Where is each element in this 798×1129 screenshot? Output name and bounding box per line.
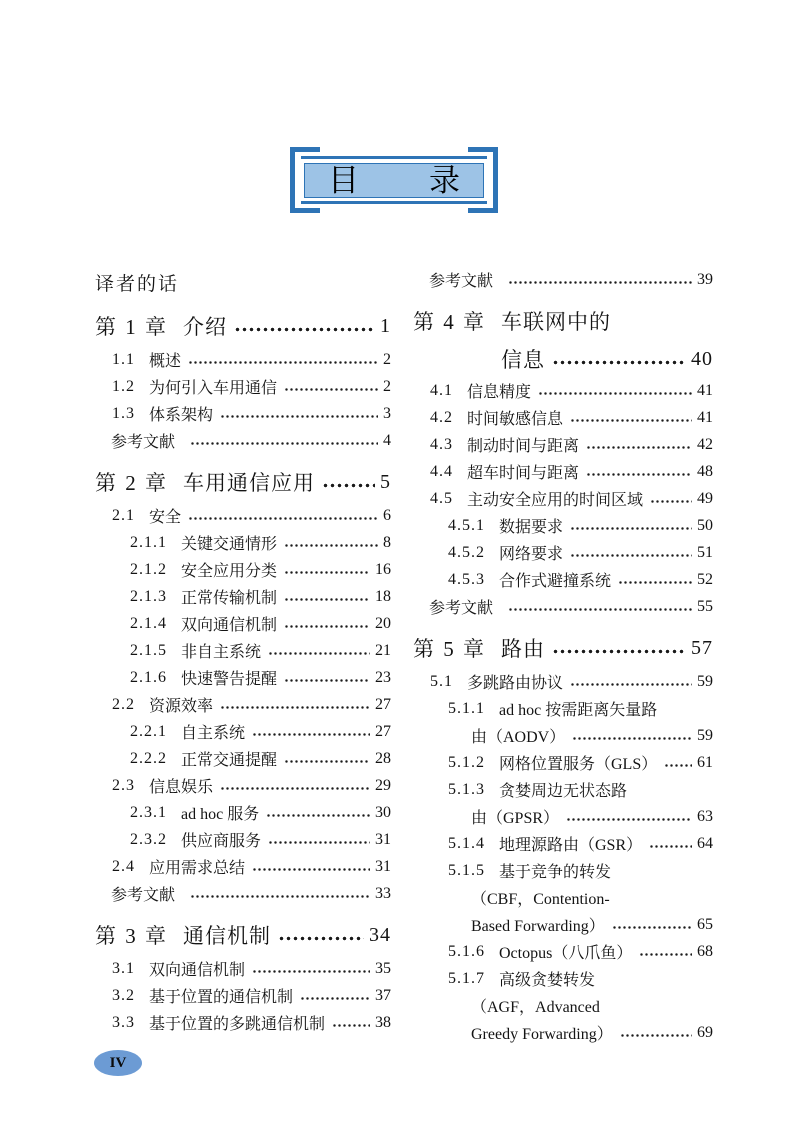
page-number-badge: IV xyxy=(94,1050,142,1076)
dot-leader xyxy=(552,637,686,660)
toc-title-block xyxy=(290,147,498,213)
entry-title: 参考文献 xyxy=(429,273,494,290)
entry-title: 为何引入车用通信 xyxy=(149,380,278,397)
page-number: 42 xyxy=(697,435,713,453)
dot-leader xyxy=(190,432,378,450)
page-number: 5 xyxy=(380,470,391,493)
entry-title: 时间敏感信息 xyxy=(467,411,564,428)
page-number: 65 xyxy=(697,915,713,933)
toc-entry-row xyxy=(95,373,391,400)
entry-number: 4.4 xyxy=(430,462,453,480)
dot-leader xyxy=(570,544,692,562)
entry-title: 参考文献 xyxy=(111,887,176,904)
entry-number: 第 3 章 xyxy=(95,924,168,948)
toc-entry-row xyxy=(95,1009,391,1036)
dot-leader xyxy=(188,507,378,525)
entry-number: 3.3 xyxy=(112,1013,135,1031)
entry-number: 5.1.1 xyxy=(448,699,485,717)
entry-number: 第 2 章 xyxy=(95,471,168,495)
entry-title: 安全 xyxy=(149,509,182,526)
entry-title: Octopus（八爪鱼） xyxy=(499,945,633,962)
entry-number: 2.1.1 xyxy=(130,533,167,551)
toc-entry-row xyxy=(95,502,391,529)
toc-entry-row xyxy=(413,776,713,803)
entry-number: 第 5 章 xyxy=(413,637,486,661)
entry-number: 2.3.2 xyxy=(130,830,167,848)
toc-entry-row xyxy=(95,718,391,745)
page-number: 59 xyxy=(697,726,713,744)
entry-title: 合作式避撞系统 xyxy=(499,573,612,590)
dot-leader xyxy=(284,378,378,396)
page-number: 69 xyxy=(697,1023,713,1041)
entry-title: 基于位置的多跳通信机制 xyxy=(149,1016,326,1033)
entry-number: 2.3.1 xyxy=(130,803,167,821)
toc-entry-row xyxy=(413,749,713,776)
entry-title: 资源效率 xyxy=(149,698,214,715)
toc-ref-row xyxy=(95,880,391,907)
toc-entry-row xyxy=(413,668,713,695)
page-number: 41 xyxy=(697,381,713,399)
entry-number: 4.5.2 xyxy=(448,543,485,561)
toc-chapter-row xyxy=(413,628,713,668)
page-number: 59 xyxy=(697,672,713,690)
entry-number: 1.1 xyxy=(112,350,135,368)
toc-entry-row xyxy=(413,377,713,404)
page-number: 18 xyxy=(375,587,391,605)
entry-title: 信息娱乐 xyxy=(149,779,214,796)
page-number: 37 xyxy=(375,986,391,1004)
toc-entry-continuation xyxy=(413,884,713,911)
entry-number: 4.1 xyxy=(430,381,453,399)
entry-number: 4.3 xyxy=(430,435,453,453)
entry-number: 5.1.5 xyxy=(448,861,485,879)
dot-leader xyxy=(284,561,370,579)
entry-title: 地理源路由（GSR） xyxy=(499,837,643,854)
entry-title: 信息 xyxy=(501,348,545,372)
toc-entry-row xyxy=(413,431,713,458)
page-number: 21 xyxy=(375,641,391,659)
toc-entry-row xyxy=(95,799,391,826)
entry-title: 数据要求 xyxy=(499,519,564,536)
dot-leader xyxy=(620,1024,692,1042)
dot-leader xyxy=(618,571,692,589)
entry-title: 车联网中的 xyxy=(501,310,611,334)
toc-entry-row xyxy=(95,346,391,373)
dot-leader xyxy=(252,960,370,978)
entry-title: 供应商服务 xyxy=(181,833,262,850)
entry-number: 5.1.2 xyxy=(448,753,485,771)
dot-leader xyxy=(538,382,692,400)
toc-ref-row xyxy=(95,427,391,454)
entry-number: 3.1 xyxy=(112,959,135,977)
dot-leader xyxy=(664,754,692,772)
entry-title: 译者的话 xyxy=(95,273,180,295)
toc-entry-row xyxy=(413,830,713,857)
page-number: 50 xyxy=(697,516,713,534)
entry-title: 信息精度 xyxy=(467,384,532,401)
dot-leader xyxy=(570,517,692,535)
dot-leader xyxy=(268,831,370,849)
toc-chapter-row xyxy=(413,301,713,341)
page-number: 2 xyxy=(383,377,391,395)
toc-entry-row xyxy=(413,485,713,512)
dot-leader xyxy=(572,727,692,745)
page-title-char: 录 xyxy=(429,163,460,198)
page-number: 6 xyxy=(383,506,391,524)
dot-leader xyxy=(220,405,378,423)
page-number: 28 xyxy=(375,749,391,767)
dot-leader xyxy=(322,471,375,494)
page-number: 8 xyxy=(383,533,391,551)
entry-title: 主动安全应用的时间区域 xyxy=(467,492,644,509)
entry-number: 2.2 xyxy=(112,695,135,713)
page-number: 38 xyxy=(375,1013,391,1031)
entry-number: 2.1.2 xyxy=(130,560,167,578)
entry-number: 第 4 章 xyxy=(413,310,486,334)
toc-ref-row xyxy=(413,266,713,293)
dot-leader xyxy=(639,943,692,961)
page-number: 39 xyxy=(697,270,713,288)
dot-leader xyxy=(570,409,692,427)
entry-number: 2.1.5 xyxy=(130,641,167,659)
toc-entry-row xyxy=(413,965,713,992)
page-number: 23 xyxy=(375,668,391,686)
entry-title: 车用通信应用 xyxy=(183,471,315,495)
entry-title: Based Forwarding） xyxy=(471,918,605,935)
page-number: 2 xyxy=(383,350,391,368)
toc-entry-row xyxy=(413,857,713,884)
page-number: 20 xyxy=(375,614,391,632)
entry-number: 5.1.7 xyxy=(448,969,485,987)
page-number: 34 xyxy=(369,923,391,946)
entry-title: 体系架构 xyxy=(149,407,214,424)
toc-entry-row xyxy=(413,938,713,965)
entry-title: 参考文献 xyxy=(111,434,176,451)
dot-leader xyxy=(190,885,370,903)
dot-leader xyxy=(300,987,370,1005)
title-rule-top xyxy=(301,156,487,159)
toc-entry-row xyxy=(95,664,391,691)
dot-leader xyxy=(220,777,370,795)
entry-title: 参考文献 xyxy=(429,600,494,617)
page-number: 31 xyxy=(375,830,391,848)
entry-title: 高级贪婪转发 xyxy=(499,972,596,989)
page-number: 1 xyxy=(380,314,391,337)
entry-title: 双向通信机制 xyxy=(149,962,246,979)
entry-title: 路由 xyxy=(501,637,545,661)
toc-chapter-row xyxy=(95,915,391,955)
toc-entry-row xyxy=(413,404,713,431)
toc-entry-row xyxy=(95,982,391,1009)
toc-entry-row xyxy=(413,512,713,539)
entry-number: 2.1.4 xyxy=(130,614,167,632)
toc-chapter-row xyxy=(95,306,391,346)
dot-leader xyxy=(266,804,370,822)
entry-title: 应用需求总结 xyxy=(149,860,246,877)
toc-entry-continuation xyxy=(413,911,713,938)
toc-entry-continuation xyxy=(413,722,713,749)
toc-entry-continuation xyxy=(413,1019,713,1046)
toc-entry-row xyxy=(413,695,713,722)
toc-ref-row xyxy=(413,593,713,620)
page-number: 49 xyxy=(697,489,713,507)
entry-title: 由（AODV） xyxy=(471,729,566,746)
page-number: 31 xyxy=(375,857,391,875)
entry-number: 4.5 xyxy=(430,489,453,507)
page-number: 55 xyxy=(697,597,713,615)
toc-entry-row xyxy=(95,610,391,637)
toc-entry-row xyxy=(95,583,391,610)
dot-leader xyxy=(252,723,370,741)
dot-leader xyxy=(220,696,370,714)
entry-number: 3.2 xyxy=(112,986,135,1004)
entry-title: Greedy Forwarding） xyxy=(471,1026,613,1043)
entry-title: 网络要求 xyxy=(499,546,564,563)
entry-number: 5.1.3 xyxy=(448,780,485,798)
entry-number: 5.1.6 xyxy=(448,942,485,960)
entry-number: 2.3 xyxy=(112,776,135,794)
title-rule-bottom xyxy=(301,201,487,204)
dot-leader xyxy=(552,348,686,371)
entry-number: 第 1 章 xyxy=(95,315,168,339)
entry-title: （AGF，Advanced xyxy=(471,999,600,1016)
entry-number: 2.1.6 xyxy=(130,668,167,686)
entry-number: 5.1.4 xyxy=(448,834,485,852)
page-number: 64 xyxy=(697,834,713,852)
page-number: 48 xyxy=(697,462,713,480)
dot-leader xyxy=(234,315,375,338)
page-title-char: 目 xyxy=(328,163,359,198)
dot-leader xyxy=(284,615,370,633)
page-number: 41 xyxy=(697,408,713,426)
toc-entry-continuation xyxy=(413,803,713,830)
entry-title: 通信机制 xyxy=(183,924,271,948)
toc-entry-row xyxy=(413,458,713,485)
title-bracket-right-icon xyxy=(468,147,498,213)
entry-title: 正常传输机制 xyxy=(181,590,278,607)
entry-number: 4.5.1 xyxy=(448,516,485,534)
page-number: 57 xyxy=(691,636,713,659)
toc-entry-row xyxy=(95,637,391,664)
dot-leader xyxy=(332,1014,370,1032)
entry-title: 概述 xyxy=(149,353,182,370)
entry-title: （CBF，Contention- xyxy=(471,891,610,908)
entry-title: 介绍 xyxy=(183,315,227,339)
entry-number: 2.1 xyxy=(112,506,135,524)
entry-title: 自主系统 xyxy=(181,725,246,742)
entry-number: 2.4 xyxy=(112,857,135,875)
entry-title: ad hoc 按需距离矢量路 xyxy=(499,702,658,719)
entry-title: 超车时间与距离 xyxy=(467,465,580,482)
toc-entry-row xyxy=(95,745,391,772)
page-number: 4 xyxy=(383,431,391,449)
dot-leader xyxy=(612,916,692,934)
entry-title: ad hoc 服务 xyxy=(181,806,260,823)
page-number: 51 xyxy=(697,543,713,561)
page-number: 3 xyxy=(383,404,391,422)
toc-entry-continuation xyxy=(413,992,713,1019)
toc-column-right xyxy=(413,266,713,1046)
toc-entry-row xyxy=(95,853,391,880)
entry-title: 由（GPSR） xyxy=(471,810,560,827)
page-number: 16 xyxy=(375,560,391,578)
toc-entry-row xyxy=(95,691,391,718)
dot-leader xyxy=(508,271,692,289)
toc-entry-row xyxy=(95,529,391,556)
entry-title: 网格位置服务（GLS） xyxy=(499,756,658,773)
toc-chapter-row xyxy=(95,462,391,502)
dot-leader xyxy=(649,835,692,853)
dot-leader xyxy=(566,808,692,826)
dot-leader xyxy=(278,924,364,947)
entry-number: 4.5.3 xyxy=(448,570,485,588)
page-number: 52 xyxy=(697,570,713,588)
dot-leader xyxy=(650,490,692,508)
toc-entry-row xyxy=(95,826,391,853)
entry-title: 贪婪周边无状态路 xyxy=(499,783,628,800)
page-number: 61 xyxy=(697,753,713,771)
entry-number: 1.2 xyxy=(112,377,135,395)
entry-title: 快速警告提醒 xyxy=(181,671,278,688)
entry-title: 基于位置的通信机制 xyxy=(149,989,294,1006)
dot-leader xyxy=(284,588,370,606)
toc-entry-continuation xyxy=(413,341,713,377)
page-number: 33 xyxy=(375,884,391,902)
entry-title: 双向通信机制 xyxy=(181,617,278,634)
entry-title: 基于竞争的转发 xyxy=(499,864,612,881)
toc-entry-row xyxy=(95,772,391,799)
page-number: 27 xyxy=(375,695,391,713)
entry-number: 2.1.3 xyxy=(130,587,167,605)
entry-title: 正常交通提醒 xyxy=(181,752,278,769)
dot-leader xyxy=(268,642,370,660)
dot-leader xyxy=(284,534,378,552)
entry-title: 多跳路由协议 xyxy=(467,675,564,692)
dot-leader xyxy=(284,669,370,687)
entry-number: 2.2.2 xyxy=(130,749,167,767)
toc-entry-row xyxy=(413,539,713,566)
page-number: 27 xyxy=(375,722,391,740)
toc-column-left xyxy=(95,266,391,1036)
entry-number: 2.2.1 xyxy=(130,722,167,740)
entry-title: 非自主系统 xyxy=(181,644,262,661)
toc-entry-row xyxy=(413,566,713,593)
entry-number: 5.1 xyxy=(430,672,453,690)
toc-section-title xyxy=(95,266,391,298)
page-number: 35 xyxy=(375,959,391,977)
dot-leader xyxy=(188,351,378,369)
dot-leader xyxy=(252,858,370,876)
page-number: 68 xyxy=(697,942,713,960)
entry-title: 安全应用分类 xyxy=(181,563,278,580)
page-number: 29 xyxy=(375,776,391,794)
entry-title: 制动时间与距离 xyxy=(467,438,580,455)
entry-number: 4.2 xyxy=(430,408,453,426)
page-number: 30 xyxy=(375,803,391,821)
toc-entry-row xyxy=(95,400,391,427)
dot-leader xyxy=(586,436,692,454)
dot-leader xyxy=(508,598,692,616)
page-title xyxy=(304,163,484,198)
dot-leader xyxy=(570,673,692,691)
toc-entry-row xyxy=(95,955,391,982)
entry-title: 关键交通情形 xyxy=(181,536,278,553)
dot-leader xyxy=(284,750,370,768)
page-number: 63 xyxy=(697,807,713,825)
toc-entry-row xyxy=(95,556,391,583)
page-number: 40 xyxy=(691,347,713,370)
dot-leader xyxy=(586,463,692,481)
entry-number: 1.3 xyxy=(112,404,135,422)
